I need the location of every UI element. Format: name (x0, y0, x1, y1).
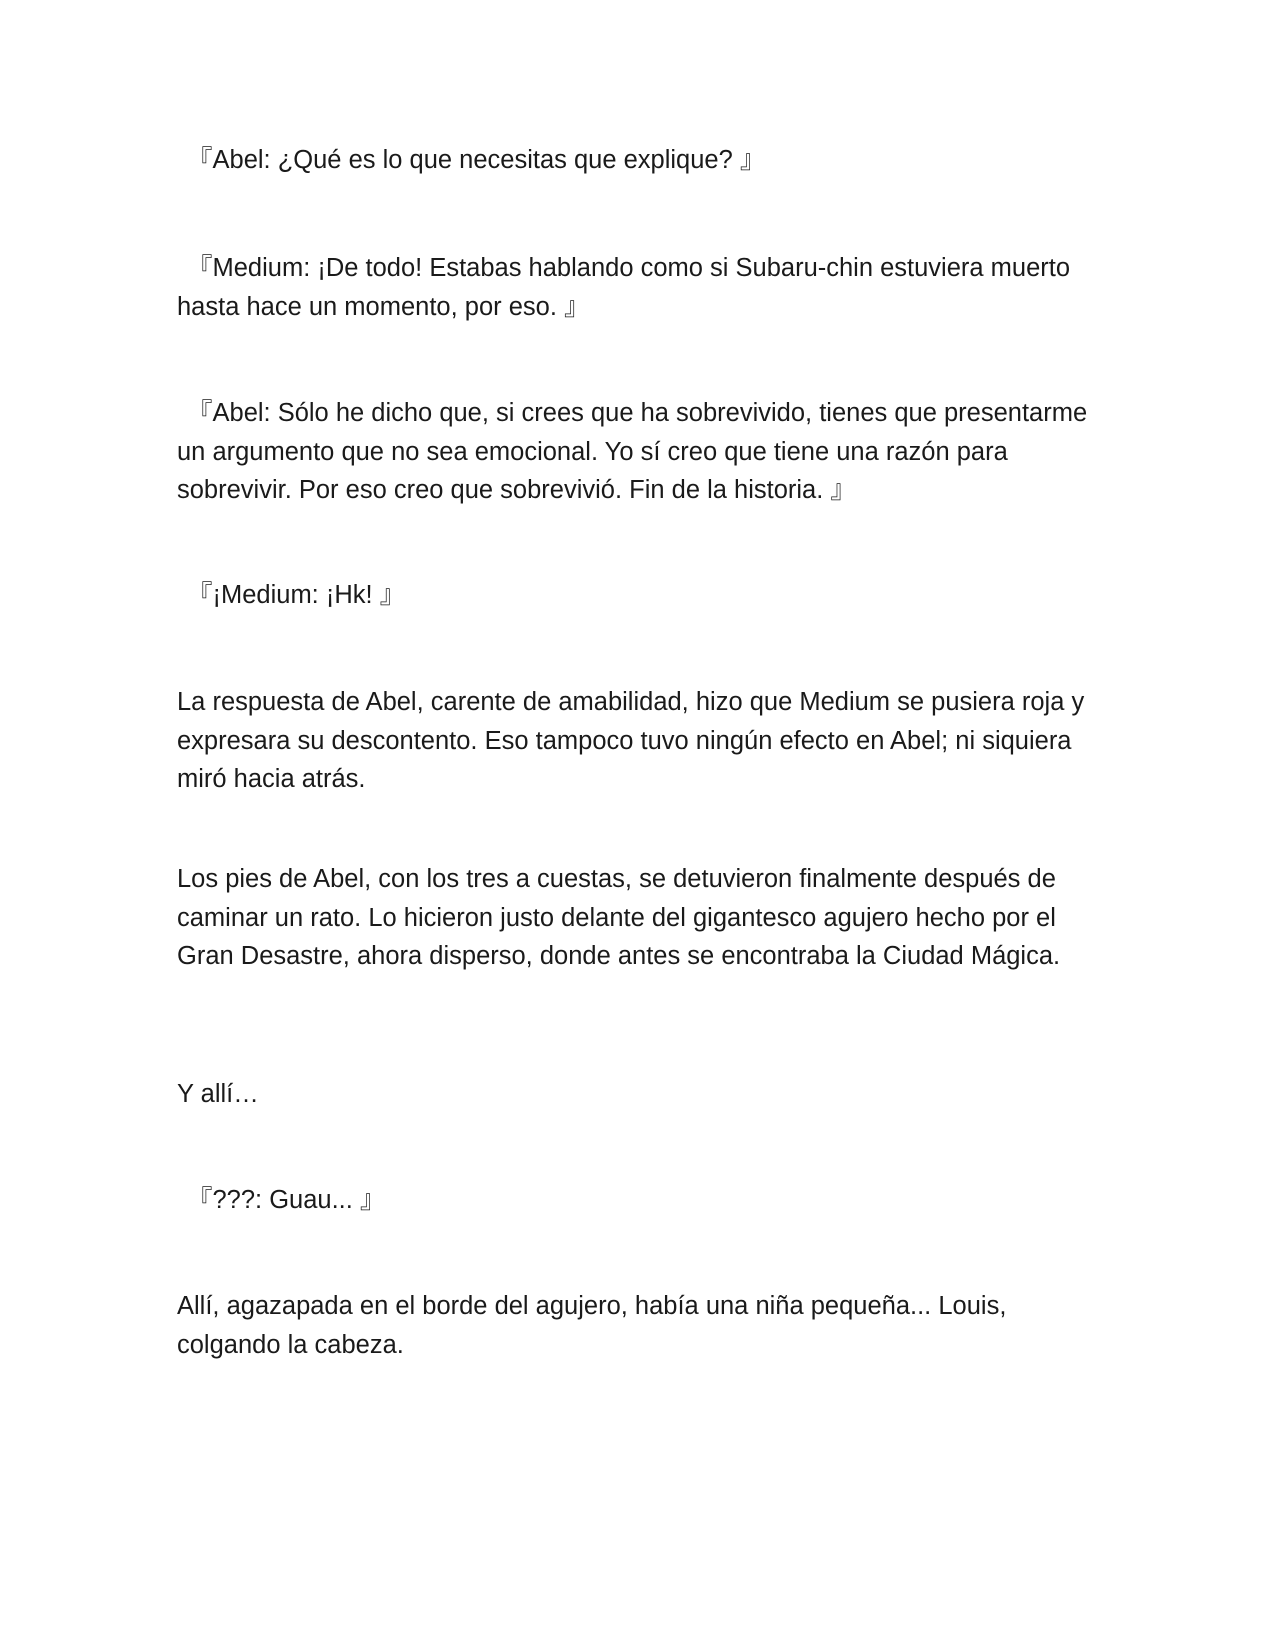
narration-and-there: Y allí… (177, 1080, 259, 1108)
narration-louis: Allí, agazapada en el borde del agujero, había una niña pequeña... Louis, colgando la cabeza. (177, 1292, 1007, 1359)
narration-abel-stops: Los pies de Abel, con los tres a cuestas, se detuvieron finalmente después de caminar un rato. Lo hicieron justo delante del gigantesco agujero hecho por el Gran Desastre, ahora disperso, donde antes se encontraba la Ciudad Mágica. (177, 865, 1061, 970)
dialogue-abel-question: 『Abel: ¿Qué es lo que necesitas que explique? 』 (187, 146, 766, 174)
dialogue-abel-argument: 『Abel: Sólo he dicho que, si crees que ha sobrevivido, tienes que presentarme un argumento que no sea emocional. Yo sí creo que tiene una razón para sobrevivir. Por eso creo que sobrevivió. Fin de la historia. 』 (177, 399, 1088, 504)
dialogue-unknown-wow: 『???: Guau... 』 (187, 1186, 386, 1214)
dialogue-medium-everything: 『Medium: ¡De todo! Estabas hablando como si Subaru-chin estuviera muerto hasta hace un momento, por eso. 』 (177, 254, 1071, 321)
dialogue-medium-hk: 『¡Medium: ¡Hk! 』 (187, 581, 406, 609)
narration-abel-response: La respuesta de Abel, carente de amabilidad, hizo que Medium se pusiera roja y expresara su descontento. Eso tampoco tuvo ningún efecto en Abel; ni siquiera miró hacia atrás. (177, 688, 1085, 793)
